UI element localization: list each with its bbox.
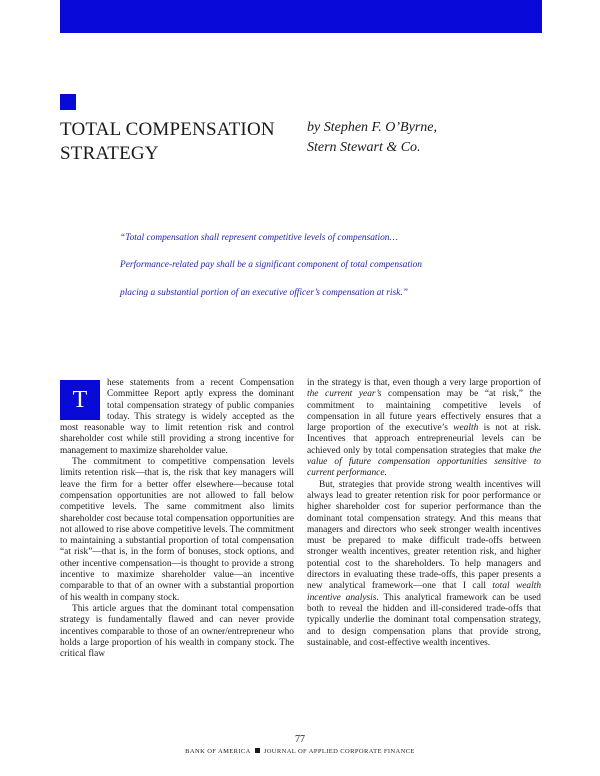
section-marker-square — [60, 94, 76, 110]
body-paragraph: T hese statements from a recent Compensation Committee Report aptly express the dominant total compensation strategy of public companies today. This strategy is widely accepted as the most reasonable way to limit retention risk and control shareholder cost while still providing a strong incentive for management to maximize shareholder value. — [60, 378, 294, 456]
article-title — [60, 118, 300, 166]
body-paragraph: in the strategy is that, even though a very large proportion of the current year’s compensation may be “at risk,” the commitment to maintaining competitive levels of compensation in all future years effectively ensures that a large proportion of the executive’s wealth is not at risk. Incentives that approach entrepreneurial levels can be achieved only by total compensation strategies that make the value of future compensation opportunities sensitive to current performance. — [307, 378, 542, 479]
author-byline — [307, 118, 547, 158]
title-line: STRATEGY — [60, 143, 159, 164]
footer-right-text: JOURNAL OF APPLIED CORPORATE FINANCE — [263, 748, 415, 755]
square-bullet-icon — [255, 748, 260, 753]
pull-quote-line: Performance-related pay shall be a significant component of total compensation — [120, 260, 422, 270]
body-column-left — [60, 378, 294, 660]
top-color-bar — [60, 0, 542, 33]
footer-left-text: BANK OF AMERICA — [185, 748, 251, 755]
body-column-right — [307, 378, 541, 649]
running-footer — [0, 748, 600, 755]
body-paragraph: This article argues that the dominant total compensation strategy is fundamentally flawed and can never provide incentives comparable to those of an owner/entrepreneur who holds a large proportion of his wealth in company stock. The critical flaw — [60, 603, 294, 660]
pull-quote-line: placing a substantial portion of an executive officer’s compensation at risk.” — [120, 288, 408, 298]
body-paragraph: The commitment to competitive compensation levels limits retention risk—that is, the risk that key managers will leave the firm for a better offer elsewhere—because total compensation opportunities are not allowed to fall below competitive levels. The same commitment also limits shareholder cost because total compensation opportunities are not allowed to rise above competitive levels. The commitment to maintaining a substantial proportion of total compensation “at risk”—that is, in the form of bonuses, stock options, and other incentive compensation—is thought to provide a strong incentive to maximize shareholder value—an incentive comparable to that of an owner with a substantial proportion of his wealth in company stock. — [60, 457, 294, 603]
byline-line: Stern Stewart & Co. — [307, 140, 421, 155]
byline-line: by Stephen F. O’Byrne, — [307, 120, 437, 135]
drop-cap: T — [60, 380, 100, 420]
body-paragraph: But, strategies that provide strong wealth incentives will always lead to greater retention risk for poor performance or higher shareholder cost for superior performance than the dominant total compensation strategy. And this means that managers and directors who seek stronger wealth incentives must be prepared to make difficult trade-offs between stronger wealth incentives, greater retention risk, and higher potential cost to the shareholders. To help managers and directors in evaluating these trade-offs, this paper presents a new analytical framework—one that I call total wealth incentive analysis. This analytical framework can be used both to reveal the hidden and ill-considered trade-offs that typically underlie the dominant total compensation strategy, and to design compensation plans that provide strong, sustainable, and cost-effective wealth incentives. — [307, 479, 542, 648]
pull-quote-line: “Total compensation shall represent competitive levels of compensation… — [120, 233, 398, 243]
title-line: TOTAL COMPENSATION — [60, 119, 275, 140]
page-number: 77 — [295, 734, 305, 745]
